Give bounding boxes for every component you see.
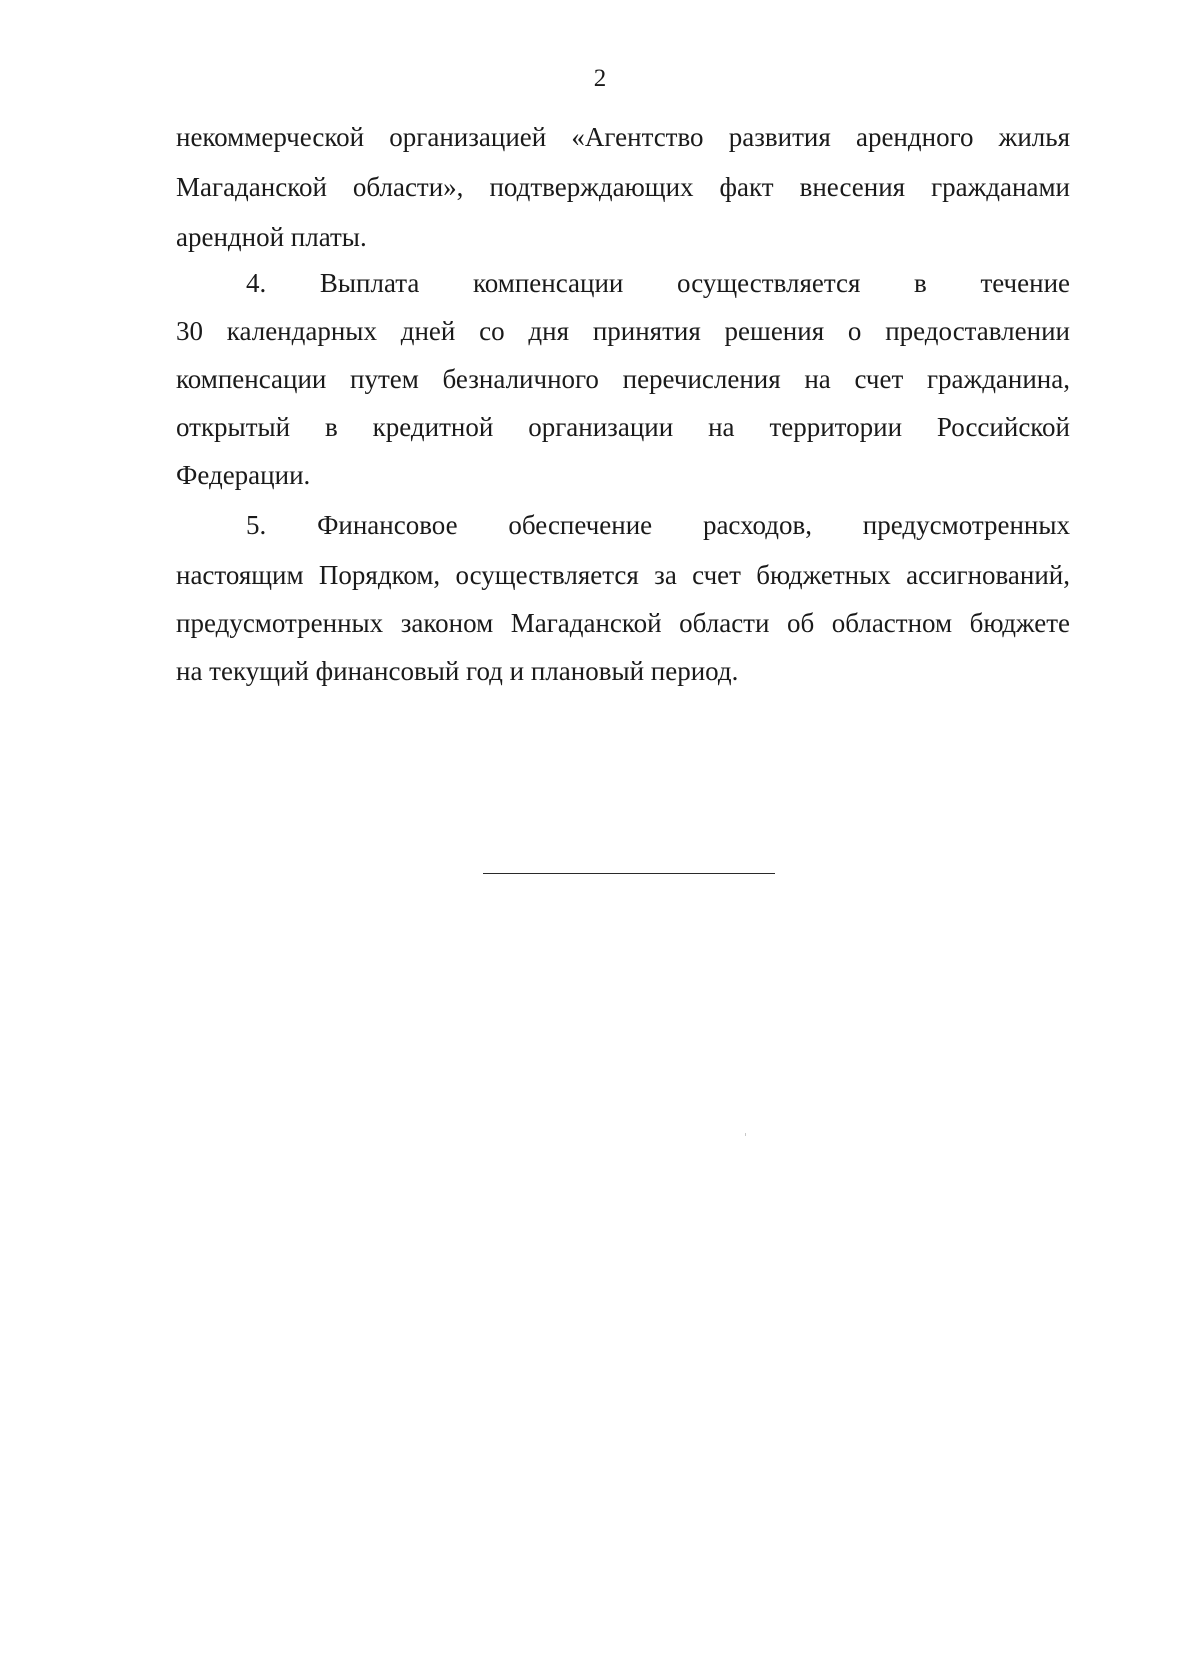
paragraph-line: некоммерческой организацией «Агентство развития арендного жилья [176, 122, 1070, 152]
paragraph-line: открытый в кредитной организации на территории Российской [176, 412, 1070, 442]
paragraph-line: на текущий финансовый год и плановый период. [176, 656, 739, 686]
paragraph-line: компенсации путем безналичного перечисления на счет гражданина, [176, 364, 1070, 394]
paragraph-line: 5. Финансовое обеспечение расходов, предусмотренных [246, 510, 1070, 540]
page-number: 2 [593, 65, 607, 92]
paragraph-line: настоящим Порядком, осуществляется за счет бюджетных ассигнований, [176, 560, 1070, 590]
scan-speck [745, 1133, 746, 1136]
paragraph-line: Магаданской области», подтверждающих факт внесения гражданами [176, 172, 1070, 202]
paragraph-line: Федерации. [176, 460, 311, 490]
paragraph-line: арендной платы. [176, 222, 367, 252]
paragraph-line: предусмотренных законом Магаданской области об областном бюджете [176, 608, 1070, 638]
paragraph-line: 4. Выплата компенсации осуществляется в течение [246, 268, 1070, 298]
paragraph-line: 30 календарных дней со дня принятия решения о предоставлении [176, 316, 1070, 346]
closing-rule [483, 873, 775, 874]
